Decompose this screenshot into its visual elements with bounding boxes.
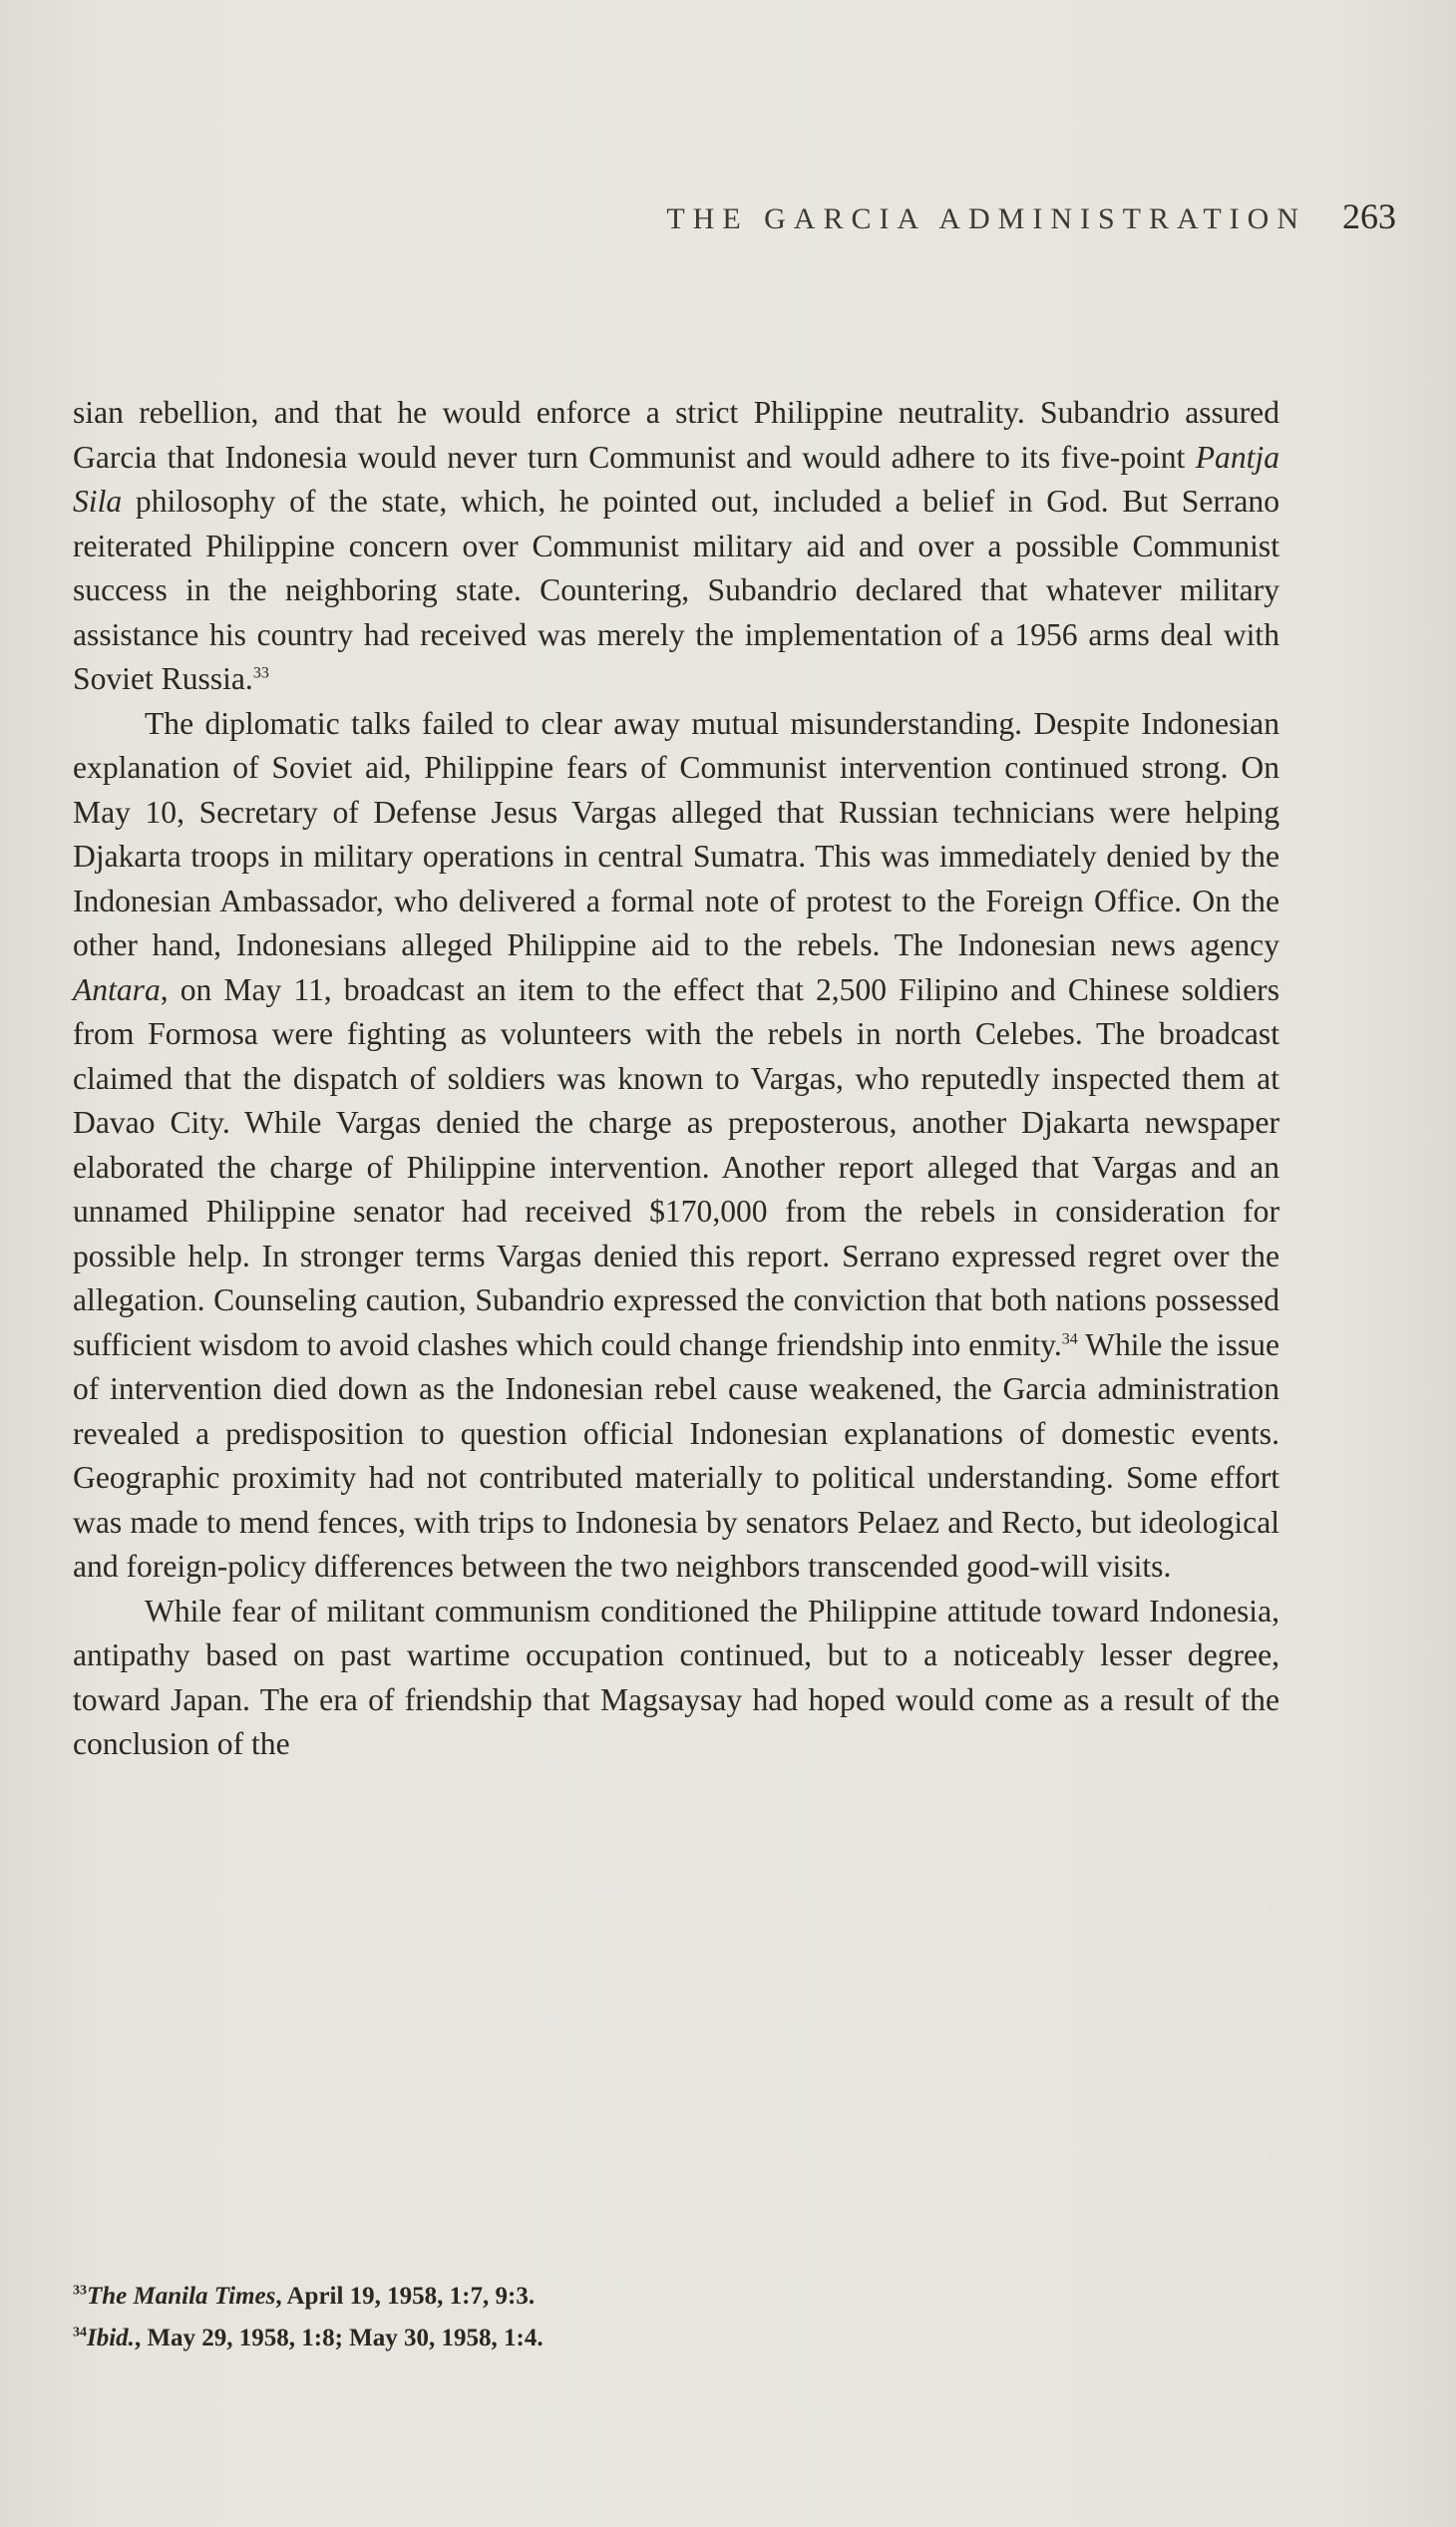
footnote-source-title: The Manila Times — [87, 2283, 276, 2310]
paragraph-2-text-a: The diplomatic talks failed to clear away mutual misunderstanding. Despite Indonesian explanation of Soviet aid, Philippine fears of Communist intervention continued strong. On May 10, Secretary of Defense Jesus Vargas alleged that Russian technicians were helping Djakarta troops in military operations in central Sumatra. This was immediately denied by the Indonesian Ambassador, who delivered a formal note of protest to the Foreign Office. On the other hand, Indonesians alleged Philippine aid to the rebels. The Indonesian news agency — [73, 705, 1279, 962]
footnote-citation: , April 19, 1958, 1:7, 9:3. — [275, 2283, 536, 2310]
body-text — [73, 391, 1279, 1767]
footnote-source-title: Ibid. — [87, 2325, 135, 2351]
footnote-34 — [73, 2318, 1279, 2359]
paragraph-3 — [73, 1590, 1279, 1767]
running-header — [539, 195, 1396, 245]
paragraph-2-text-b: , on May 11, broadcast an item to the effect that 2,500 Filipino and Chinese soldiers from Formosa were fighting as volunteers with the rebels in north Celebes. The broadcast claimed that the dispatch of soldiers was known to Vargas, who reputedly inspected them at Davao City. While Vargas denied the charge as preposterous, another Djakarta newspaper elaborated the charge of Philippine intervention. Another report alleged that Vargas and an unnamed Philippine senator had received $170,000 from the rebels in consideration for possible help. In stronger terms Vargas denied this report. Serrano expressed regret over the allegation. Counseling caution, Subandrio expressed the conviction that both nations possessed sufficient wisdom to avoid clashes which could change friendship into enmity. — [73, 971, 1279, 1362]
footnote-ref-33: 33 — [252, 664, 269, 682]
footnote-citation: , May 29, 1958, 1:8; May 30, 1958, 1:4. — [134, 2325, 544, 2351]
page-number: 263 — [1342, 196, 1396, 236]
paragraph-1-text-b: philosophy of the state, which, he pointed out, included a belief in God. But Serrano reiterated Philippine concern over Communist military aid and over a possible Communist success in the neighboring state. Countering, Subandrio declared that whatever military assistance his country had received was merely the implementation of a 1956 arms deal with Soviet Russia. — [73, 484, 1279, 696]
pantja-sila-term: Pantja Sila — [73, 439, 1279, 519]
paragraph-3-text-a: While fear of militant communism conditioned the Philippine attitude toward Indonesia, antipathy based on past wartime occupation continued, but to a noticeably lesser degree, toward Japan. The era of friendship that Magsaysay had hoped would come as a result of the conclusion of the — [73, 1593, 1279, 1761]
paragraph-2-text-c: While the issue of intervention died down as the Indonesian rebel cause weakened, the Garcia administration revealed a predisposition to question official Indonesian explanations of domestic events. Geographic proximity had not contributed materially to political understanding. Some effort was made to mend fences, with trips to Indonesia by senators Pelaez and Recto, but ideological and foreign-policy differences between the two neighbors transcended good-will visits. — [73, 1326, 1279, 1584]
footnote-number: 34 — [73, 2325, 87, 2341]
footnote-33 — [73, 2276, 1279, 2318]
paragraph-1-text-a: sian rebellion, and that he would enforce a strict Philippine neutrality. Subandrio assured Garcia that Indonesia would never turn Communist and would adhere to its five-point — [73, 395, 1279, 475]
running-title: THE GARCIA ADMINISTRATION — [666, 202, 1306, 235]
antara-term: Antara — [73, 971, 161, 1007]
footnote-number: 33 — [73, 2283, 87, 2299]
footnotes — [73, 2276, 1279, 2359]
footnote-ref-34: 34 — [1061, 1329, 1078, 1347]
paragraph-1 — [73, 391, 1279, 702]
paragraph-2 — [73, 702, 1279, 1590]
